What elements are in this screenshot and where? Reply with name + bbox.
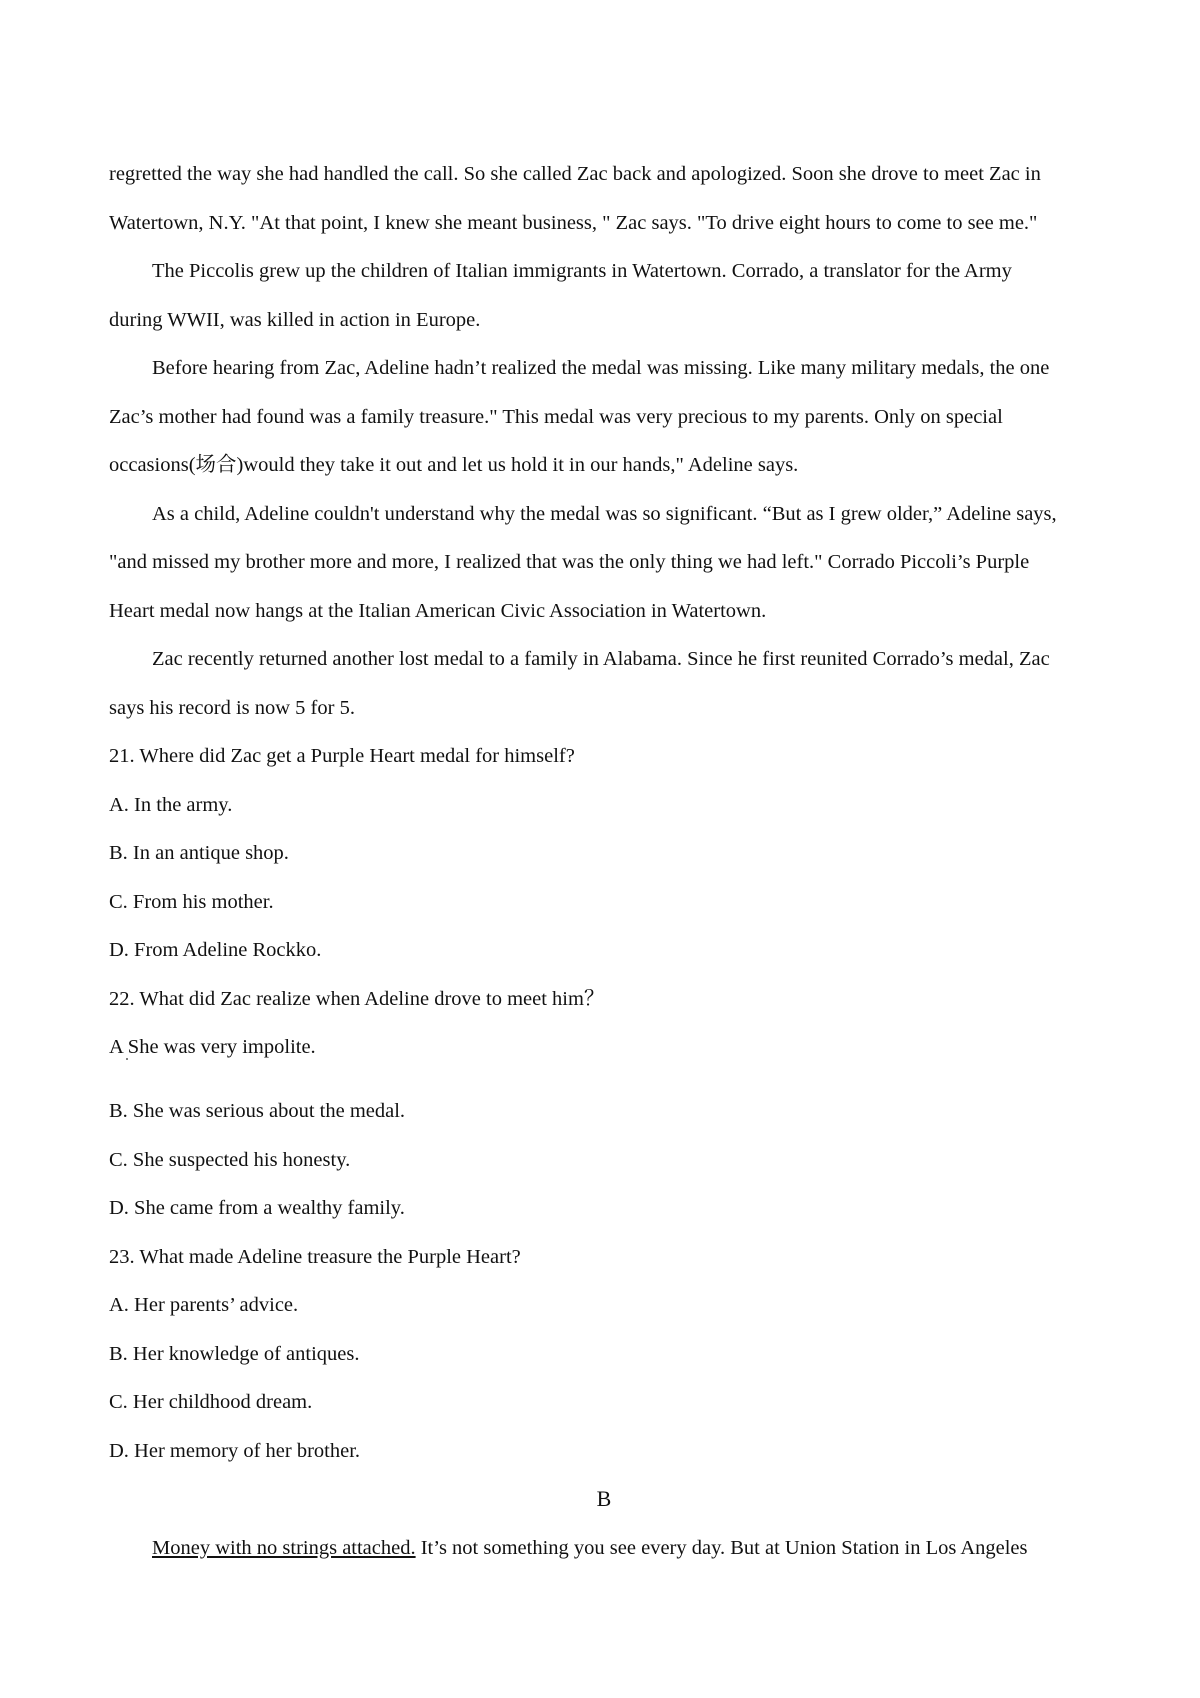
text-line-content: occasions(场合)would they take it out and let us hold it in our hands," Adeline says. bbox=[109, 454, 799, 476]
answer-option: B. In an antique shop. bbox=[109, 842, 289, 864]
paragraph-1 bbox=[109, 150, 1099, 247]
text-line bbox=[109, 587, 1099, 636]
text-line bbox=[109, 296, 1099, 345]
text-line-content: Before hearing from Zac, Adeline hadn’t realized the medal was missing. Like many military medals, the one bbox=[152, 357, 1050, 379]
answer-option: D. She came from a wealthy family. bbox=[109, 1197, 405, 1219]
text-line-content: Heart medal now hangs at the Italian American Civic Association in Watertown. bbox=[109, 599, 767, 622]
text-line-content: Zac recently returned another lost medal to a family in Alabama. Since he first reunited Corrado’s medal, Zac bbox=[152, 648, 1050, 670]
question-22 bbox=[109, 975, 1099, 1233]
underlined-phrase: Money with no strings attached. bbox=[152, 1536, 416, 1559]
section-heading: B bbox=[596, 1486, 612, 1511]
answer-option: B. Her knowledge of antiques. bbox=[109, 1342, 360, 1365]
answer-option: D. From Adeline Rockko. bbox=[109, 939, 322, 961]
text-line bbox=[109, 199, 1099, 248]
text-line bbox=[109, 393, 1099, 442]
text-line bbox=[109, 344, 1099, 393]
answer-option: A. Her parents’ advice. bbox=[109, 1294, 299, 1316]
text-line-content: regretted the way she had handled the call. So she called Zac back and apologized. Soon she drove to meet Zac in bbox=[109, 163, 1041, 185]
answer-option: D. Her memory of her brother. bbox=[109, 1439, 361, 1462]
paragraph-3 bbox=[109, 344, 1099, 490]
question-stem: 22. What did Zac realize when Adeline drove to meet him？ bbox=[109, 987, 605, 1010]
text-line bbox=[109, 441, 1099, 490]
answer-option: B. She was serious about the medal. bbox=[109, 1100, 406, 1122]
text-line bbox=[109, 150, 1099, 199]
text-line-content: It’s not something you see every day. But at Union Station in Los Angeles bbox=[415, 1536, 1028, 1559]
text-line bbox=[109, 538, 1099, 587]
text-line bbox=[109, 490, 1099, 539]
answer-option: C. She suspected his honesty. bbox=[109, 1148, 351, 1171]
paragraph-5 bbox=[109, 635, 1099, 732]
text-line bbox=[109, 684, 1099, 733]
stray-mark bbox=[126, 1058, 128, 1060]
paragraph-2 bbox=[109, 247, 1099, 344]
question-23 bbox=[109, 1233, 1099, 1476]
text-line bbox=[109, 635, 1099, 684]
text-line-content: Zac’s mother had found was a family treasure." This medal was very precious to my parents. Only on special bbox=[109, 405, 1003, 428]
text-line bbox=[109, 247, 1099, 296]
page-content bbox=[109, 150, 1099, 1572]
answer-option: C. Her childhood dream. bbox=[109, 1391, 313, 1413]
text-line-content: says his record is now 5 for 5. bbox=[109, 696, 355, 719]
text-line-content: "and missed my brother more and more, I realized that was the only thing we had left." Corrado Piccoli’s Purple bbox=[109, 551, 1030, 573]
paragraph-4 bbox=[109, 490, 1099, 636]
question-stem: 21. Where did Zac get a Purple Heart medal for himself? bbox=[109, 745, 575, 767]
question-stem: 23. What made Adeline treasure the Purple Heart? bbox=[109, 1245, 521, 1268]
text-line-content: Watertown, N.Y. "At that point, I knew she meant business, " Zac says. "To drive eight hours to come to see me." bbox=[109, 211, 1038, 234]
passage-a bbox=[109, 150, 1099, 732]
answer-option: C. From his mother. bbox=[109, 890, 274, 913]
text-line-content: during WWII, was killed in action in Europe. bbox=[109, 308, 481, 331]
text-line-content: As a child, Adeline couldn't understand why the medal was so significant. “But as I grew older,” Adeline says, bbox=[152, 502, 1057, 525]
text-line-content: The Piccolis grew up the children of Italian immigrants in Watertown. Corrado, a translator for the Army bbox=[152, 260, 1012, 282]
answer-option: A. In the army. bbox=[109, 793, 233, 816]
answer-option: A She was very impolite. bbox=[109, 1036, 316, 1058]
section-b-first-line bbox=[109, 1524, 1099, 1573]
question-21 bbox=[109, 732, 1099, 975]
